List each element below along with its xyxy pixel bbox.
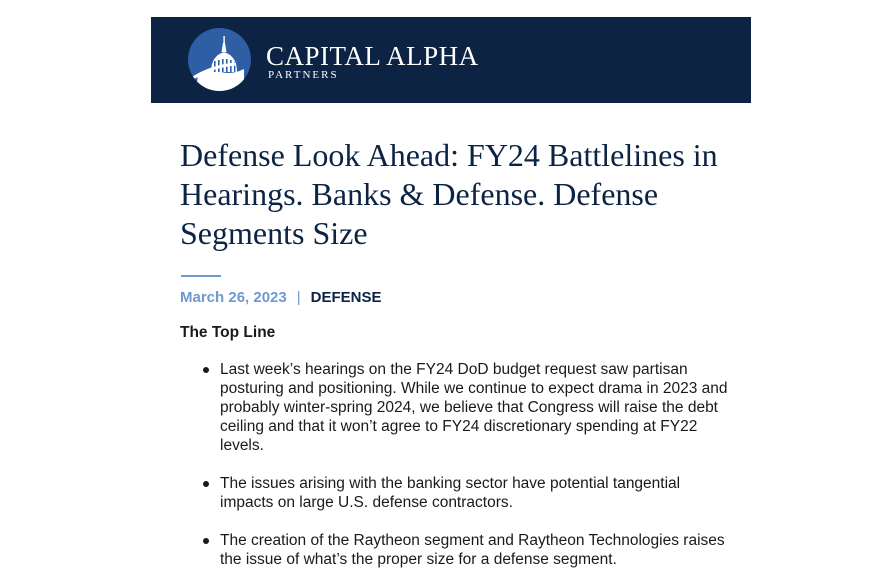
publish-date: March 26, 2023: [180, 289, 287, 306]
bullet-text: The issues arising with the banking sector have potential tangential impacts on large U.S. defense contractors.: [220, 475, 681, 511]
list-item: [220, 474, 730, 512]
list-item: [220, 360, 730, 455]
title-divider: [181, 275, 221, 277]
capitol-dome-icon: [188, 28, 251, 91]
category-label: DEFENSE: [310, 289, 382, 306]
top-line-list: [220, 360, 730, 588]
article-title: Defense Look Ahead: FY24 Battlelines in Hearings. Banks & Defense. Defense Segments Size: [180, 137, 718, 251]
bullet-icon: [203, 367, 209, 373]
bullet-text: Last week’s hearings on the FY24 DoD budget request saw partisan posturing and positioning. While we continue to expect drama in 2023 and probably winter-spring 2024, we believe that Congress will raise the debt ceiling and that it won’t agree to FY24 discretionary spending at FY22 levels.: [220, 361, 728, 454]
brand-subtitle: PARTNERS: [268, 69, 339, 81]
bullet-icon: [203, 538, 209, 544]
list-item: [220, 531, 730, 569]
section-heading: The Top Line: [180, 324, 276, 341]
capitol-dome-logo-icon: [188, 28, 251, 91]
brand-name: CAPITAL ALPHA: [266, 41, 479, 71]
article-meta: [180, 289, 382, 307]
bullet-icon: [203, 481, 209, 487]
header-banner: [151, 17, 751, 103]
bullet-text: The creation of the Raytheon segment and Raytheon Technologies raises the issue of what’s the proper size for a defense segment.: [220, 532, 725, 568]
meta-separator: |: [296, 289, 301, 306]
